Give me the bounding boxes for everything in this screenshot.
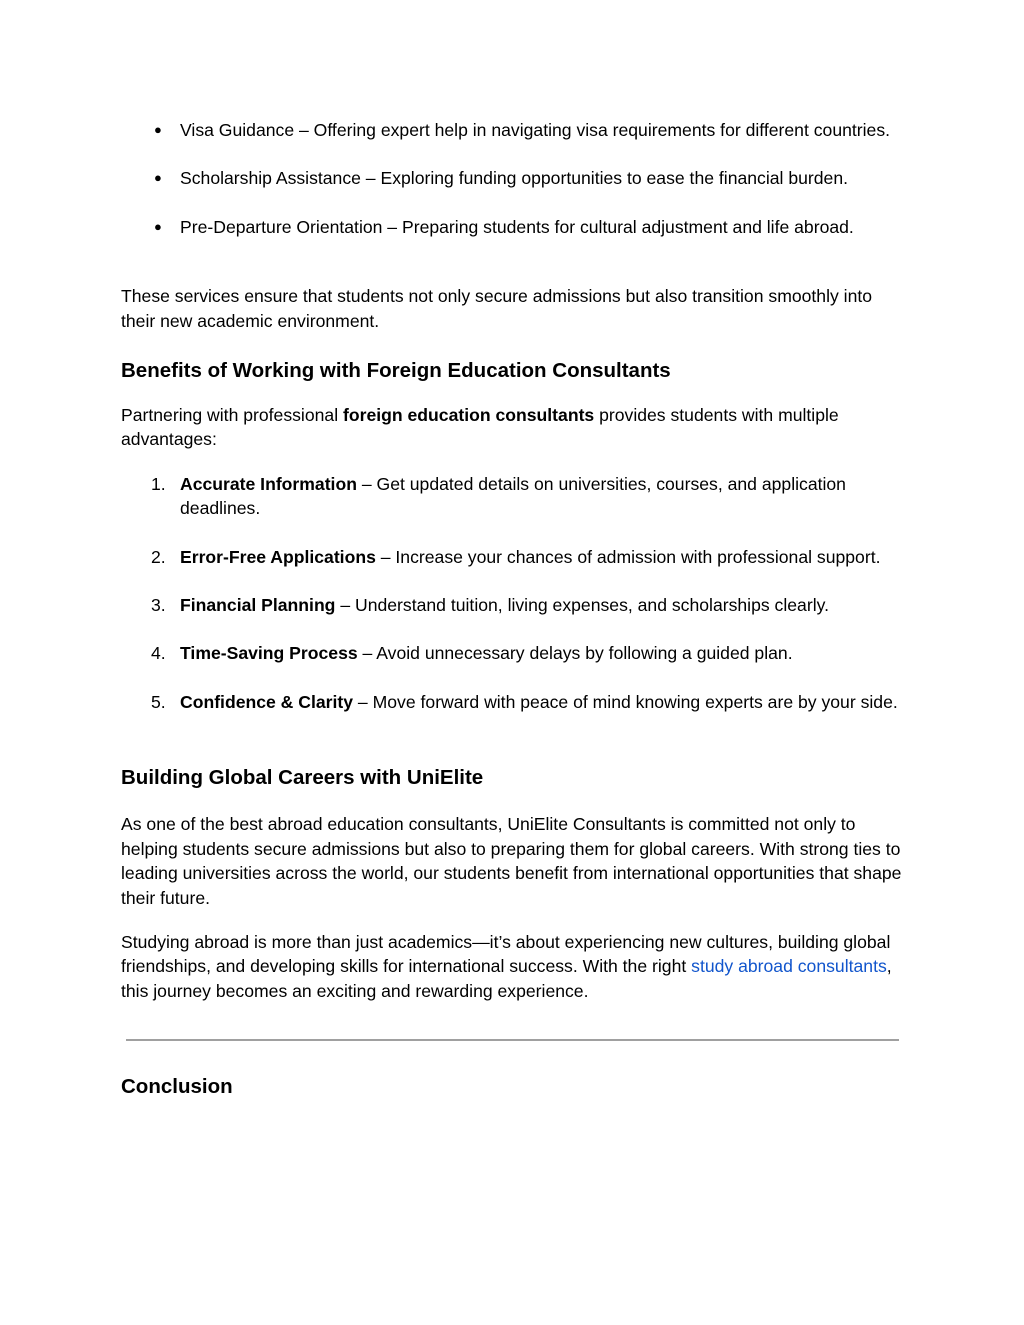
list-item [121, 690, 906, 714]
benefits-intro-before: Partnering with professional [121, 405, 343, 426]
list-number: 4. [151, 643, 166, 664]
careers-paragraph-2 [121, 930, 906, 1003]
bullet-icon: ● [154, 122, 162, 137]
benefit-text: – Increase your chances of admission with professional support. [375, 546, 881, 567]
list-item [121, 593, 906, 617]
list-item-text: Pre-Departure Orientation – Preparing students for cultural adjustment and life abroad. [180, 216, 854, 237]
benefits-intro-after: provides students with multiple advantages: [121, 405, 839, 450]
careers-paragraph-1: As one of the best abroad education consultants, UniElite Consultants is committed not only to helping students secure admissions but also to preparing them for global careers. With strong ties to leading universities across the world, our students benefit from international opportunities that shape their future. [121, 814, 902, 908]
services-list [121, 118, 906, 239]
list-item-text: Scholarship Assistance – Exploring funding opportunities to ease the financial burden. [180, 168, 849, 189]
conclusion-heading: Conclusion [121, 1075, 233, 1099]
benefit-title: Time-Saving Process [180, 643, 358, 664]
list-item [121, 641, 906, 665]
services-summary: These services ensure that students not only secure admissions but also transition smoothly into their new academic environment. [121, 286, 873, 331]
benefit-text: – Get updated details on universities, courses, and application deadlines. [180, 473, 846, 519]
careers-paragraph-2-after: , this journey becomes an exciting and rewarding experience. [121, 956, 892, 1001]
benefit-title: Accurate Information [180, 473, 357, 494]
benefit-title: Confidence & Clarity [180, 691, 354, 712]
horizontal-divider [126, 1039, 899, 1041]
careers-paragraph-2-before: Studying abroad is more than just academics—it’s about experiencing new cultures, building global friendships, and developing skills for international success. With the right [121, 931, 891, 977]
list-number: 2. [151, 546, 166, 567]
list-item [121, 166, 906, 190]
bullet-icon: ● [154, 170, 162, 186]
benefits-heading: Benefits of Working with Foreign Education Consultants [121, 359, 671, 383]
list-item [121, 472, 906, 521]
list-number: 3. [151, 595, 166, 616]
bullet-icon: ● [154, 218, 162, 234]
list-item [121, 545, 906, 569]
careers-heading: Building Global Careers with UniElite [121, 766, 484, 790]
benefit-text: – Move forward with peace of mind knowing experts are by your side. [353, 691, 898, 712]
benefits-intro [121, 403, 906, 452]
benefit-text: – Understand tuition, living expenses, and scholarships clearly. [335, 595, 829, 616]
benefit-text: – Avoid unnecessary delays by following a guided plan. [357, 643, 793, 664]
list-item-text: Visa Guidance – Offering expert help in navigating visa requirements for different countries. [180, 120, 891, 140]
list-number: 1. [151, 473, 166, 494]
benefits-list [121, 472, 906, 714]
list-item [121, 215, 906, 239]
document-page [121, 118, 906, 1101]
benefit-title: Error-Free Applications [180, 546, 376, 567]
study-abroad-consultants-link[interactable]: study abroad consultants [691, 956, 887, 977]
list-item [121, 118, 906, 142]
list-number: 5. [151, 691, 166, 712]
benefits-intro-bold: foreign education consultants [343, 405, 595, 426]
benefit-title: Financial Planning [180, 595, 336, 616]
